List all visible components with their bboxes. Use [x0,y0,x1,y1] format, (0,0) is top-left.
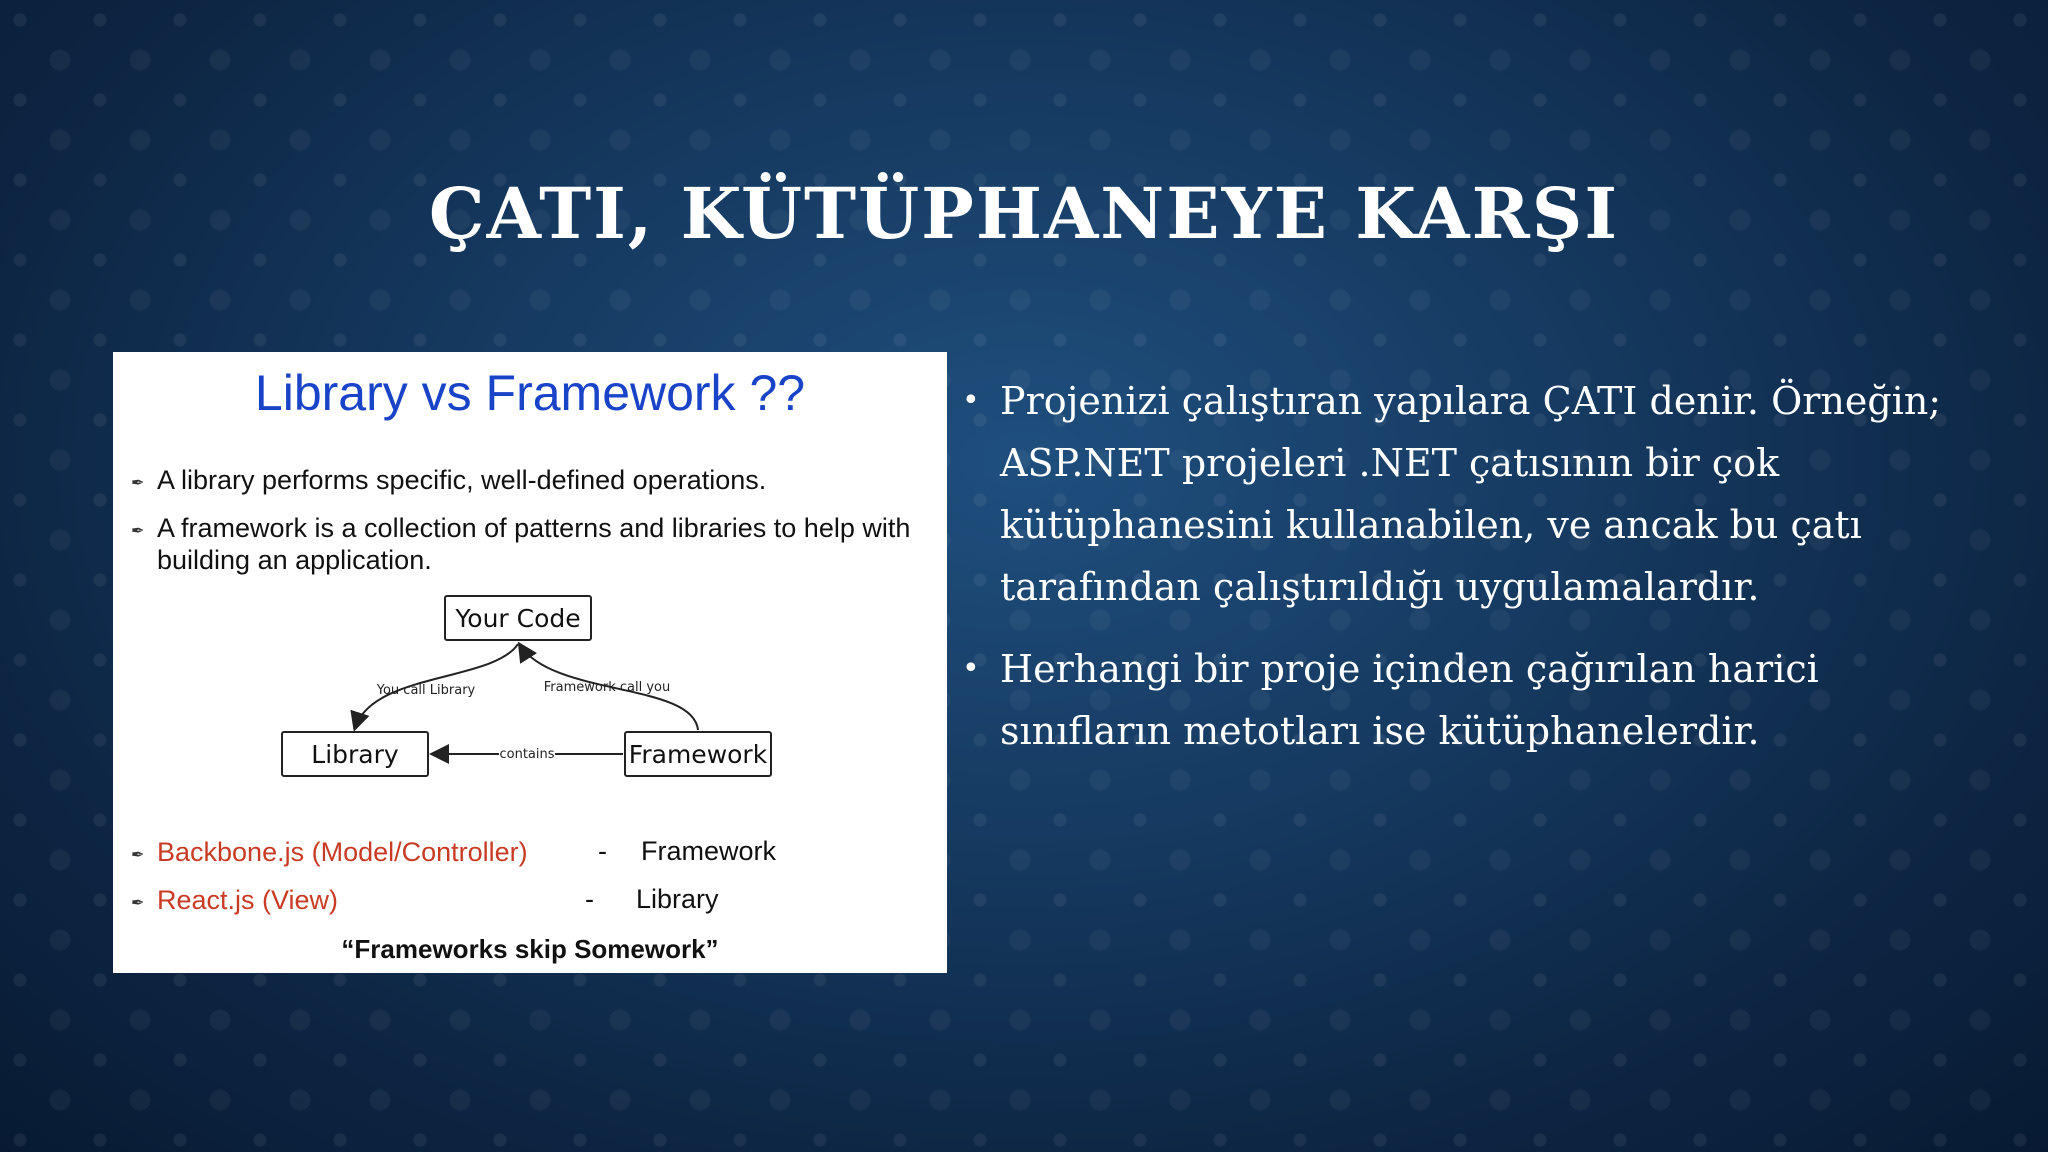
bullet-icon: ✒ [131,523,145,540]
slide-title: ÇATI, KÜTÜPHANEYE KARŞI [428,172,1620,255]
example-kind: Framework [641,836,777,866]
right-bullet-catı [962,370,1962,618]
bullet-icon: ✒ [131,895,145,912]
example-name: React.js (View) [157,885,339,915]
example-name: Backbone.js (Model/Controller) [157,837,528,867]
framework-call-you-label: Framework call you [543,680,671,695]
example-dash: - [598,836,607,866]
right-bullet-list [962,370,1962,782]
example-kind: Library [636,884,719,914]
bullet-dot-icon: • [962,383,980,418]
framework-label: Framework [628,740,768,769]
right-bullet-kutuphane [962,638,1962,762]
panel-title: Library vs Framework ?? [254,365,806,421]
bullet-text: A library performs specific, well-defined operations. [157,465,767,495]
bullet-dot-icon: • [962,651,980,686]
you-call-library-label: You call Library [376,683,476,698]
bullet-icon: ✒ [131,475,145,492]
bullet-text: A framework is a collection of patterns and libraries to help with [157,513,911,543]
bullet-text-continued: building an application. [157,545,432,575]
your-code-label: Your Code [455,604,581,633]
panel-quote: “Frameworks skip Somework” [341,934,719,964]
example-dash: - [585,884,594,914]
diagram [113,352,947,973]
library-vs-framework-image [113,352,947,973]
right-bullet-text: Herhangi bir proje içinden çağırılan harici sınıfların metotları ise kütüphanelerdir. [1000,647,1819,753]
library-label: Library [311,740,399,769]
right-bullet-text: Projenizi çalıştıran yapılara ÇATI denir. Örneğin; ASP.NET projeleri .NET çatısının bir çok kütüphanesini kullanabilen, ve ancak bu çatı tarafından çalıştırıldığı uygulamalardır. [1000,379,1942,609]
contains-label: contains [499,747,555,762]
bullet-icon: ✒ [131,847,145,864]
